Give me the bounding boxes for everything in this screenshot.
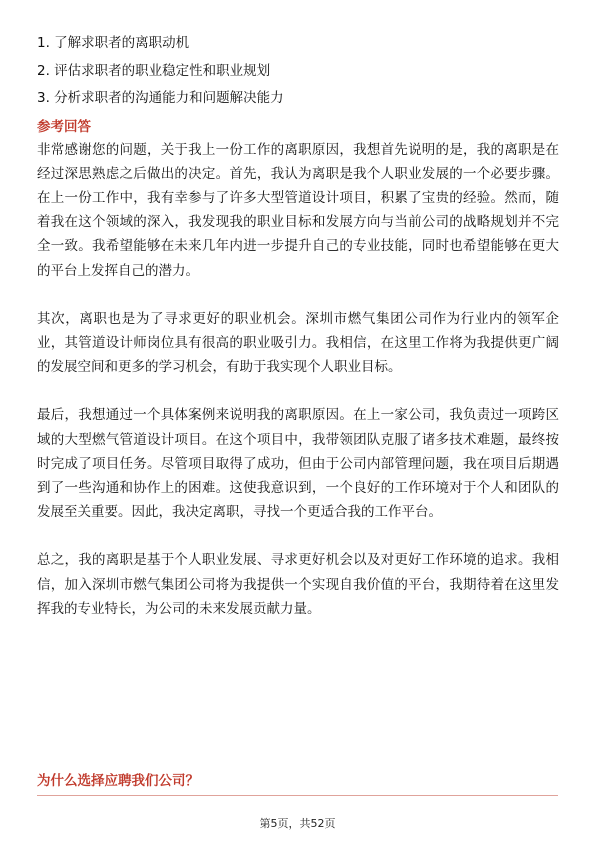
page-content: [37, 30, 559, 621]
page-number: 第5页，共52页: [259, 817, 336, 830]
answer-heading: 参考回答: [37, 118, 91, 135]
list-item-2: 2. 评估求职者的职业稳定性和职业规划: [37, 62, 271, 79]
answer-paragraph-1: 非常感谢您的问题，关于我上一份工作的离职原因，我想首先说明的是，我的离职是在经过深思熟虑之后做出的决定。首先，我认为离职是我个人职业发展的一个必要步骤。在上一份工作中，我有幸参与了许多大型管道设计项目，积累了宝贵的经验。然而，随着我在这个领域的深入，我发现我的职业目标和发展方向与当前公司的战略规划并不完全一致。我希望能够在未来几年内进一步提升自己的专业技能，同时也希望能够在更大的平台上发挥自己的潜力。: [37, 141, 559, 279]
answer-paragraph-3: 最后，我想通过一个具体案例来说明我的离职原因。在上一家公司，我负责过一项跨区域的大型燃气管道设计项目。在这个项目中，我带领团队克服了诸多技术难题，最终按时完成了项目任务。尽管项目取得了成功，但由于公司内部管理问题，我在项目后期遇到了一些沟通和协作上的困难。这使我意识到，一个良好的工作环境对于个人和团队的发展至关重要。因此，我决定离职，寻找一个更适合我的工作平台。: [37, 407, 559, 521]
answer-paragraph-4: 总之，我的离职是基于个人职业发展、寻求更好机会以及对更好工作环境的追求。我相信，加入深圳市燃气集团公司将为我提供一个实现自我价值的平台，我期待着在这里发挥我的专业特长，为公司的未来发展贡献力量。: [37, 552, 559, 617]
section-divider: [37, 795, 558, 796]
list-item-3: 3. 分析求职者的沟通能力和问题解决能力: [37, 90, 284, 106]
answer-paragraph-2: 其次，离职也是为了寻求更好的职业机会。深圳市燃气集团公司作为行业内的领军企业，其管道设计师岗位具有很高的职业吸引力。我相信，在这里工作将为我提供更广阔的发展空间和更多的学习机会，有助于我实现个人职业目标。: [37, 310, 559, 376]
next-question-heading: 为什么选择应聘我们公司？: [37, 773, 199, 789]
list-item-1: 1. 了解求职者的离职动机: [37, 35, 190, 51]
